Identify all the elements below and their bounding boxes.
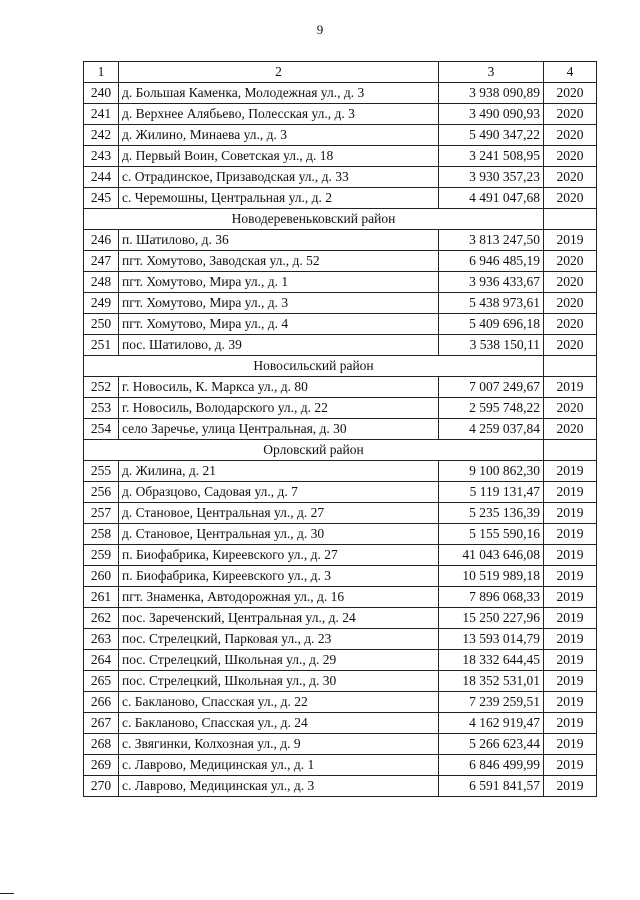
row-address: с. Отрадинское, Призаводская ул., д. 33 (119, 167, 439, 188)
header-cell-address: 2 (119, 62, 439, 83)
row-amount: 15 250 227,96 (439, 608, 544, 629)
row-amount: 6 846 499,99 (439, 755, 544, 776)
table-row (84, 713, 597, 734)
row-address: село Заречье, улица Центральная, д. 30 (119, 419, 439, 440)
row-number: 247 (84, 251, 119, 272)
section-row (84, 356, 597, 377)
row-number: 255 (84, 461, 119, 482)
row-number: 270 (84, 776, 119, 797)
row-year: 2019 (544, 629, 597, 650)
row-amount: 5 490 347,22 (439, 125, 544, 146)
row-number: 259 (84, 545, 119, 566)
row-number: 254 (84, 419, 119, 440)
row-year: 2020 (544, 272, 597, 293)
row-number: 260 (84, 566, 119, 587)
row-address: д. Становое, Центральная ул., д. 30 (119, 524, 439, 545)
row-amount: 5 155 590,16 (439, 524, 544, 545)
table-row (84, 83, 597, 104)
row-amount: 9 100 862,30 (439, 461, 544, 482)
row-address: с. Бакланово, Спасская ул., д. 24 (119, 713, 439, 734)
row-amount: 13 593 014,79 (439, 629, 544, 650)
row-amount: 5 438 973,61 (439, 293, 544, 314)
table-row (84, 692, 597, 713)
section-title: Новодеревеньковский район (84, 209, 544, 230)
table-row (84, 566, 597, 587)
row-year: 2019 (544, 482, 597, 503)
row-amount: 7 896 068,33 (439, 587, 544, 608)
table-row (84, 608, 597, 629)
row-number: 253 (84, 398, 119, 419)
row-year: 2020 (544, 83, 597, 104)
row-year: 2019 (544, 650, 597, 671)
header-cell-year: 4 (544, 62, 597, 83)
row-number: 244 (84, 167, 119, 188)
table-row (84, 524, 597, 545)
row-address: пгт. Хомутово, Мира ул., д. 3 (119, 293, 439, 314)
row-address: п. Шатилово, д. 36 (119, 230, 439, 251)
row-amount: 18 352 531,01 (439, 671, 544, 692)
section-row (84, 440, 597, 461)
row-year: 2019 (544, 587, 597, 608)
row-number: 264 (84, 650, 119, 671)
row-address: д. Жилино, Минаева ул., д. 3 (119, 125, 439, 146)
row-address: г. Новосиль, К. Маркса ул., д. 80 (119, 377, 439, 398)
table-row (84, 314, 597, 335)
row-address: пос. Зареченский, Центральная ул., д. 24 (119, 608, 439, 629)
table-row (84, 251, 597, 272)
row-amount: 10 519 989,18 (439, 566, 544, 587)
row-amount: 6 946 485,19 (439, 251, 544, 272)
row-address: пос. Стрелецкий, Школьная ул., д. 29 (119, 650, 439, 671)
table-row (84, 734, 597, 755)
row-number: 257 (84, 503, 119, 524)
table-row (84, 398, 597, 419)
row-address: п. Биофабрика, Киреевского ул., д. 27 (119, 545, 439, 566)
table-body (84, 62, 597, 797)
table-row (84, 482, 597, 503)
row-number: 261 (84, 587, 119, 608)
row-year: 2019 (544, 566, 597, 587)
row-year: 2019 (544, 230, 597, 251)
row-amount: 5 119 131,47 (439, 482, 544, 503)
table-row (84, 146, 597, 167)
margin-mark (0, 893, 14, 894)
table-row (84, 125, 597, 146)
row-year: 2019 (544, 524, 597, 545)
section-empty-cell (544, 209, 597, 230)
header-cell-amount: 3 (439, 62, 544, 83)
table-row (84, 587, 597, 608)
row-number: 245 (84, 188, 119, 209)
row-address: с. Лаврово, Медицинская ул., д. 1 (119, 755, 439, 776)
header-cell-number: 1 (84, 62, 119, 83)
row-year: 2019 (544, 755, 597, 776)
row-year: 2020 (544, 104, 597, 125)
data-table (83, 61, 597, 797)
row-address: г. Новосиль, Володарского ул., д. 22 (119, 398, 439, 419)
row-number: 249 (84, 293, 119, 314)
table-row (84, 419, 597, 440)
row-year: 2020 (544, 419, 597, 440)
row-year: 2019 (544, 734, 597, 755)
row-number: 251 (84, 335, 119, 356)
row-address: с. Звягинки, Колхозная ул., д. 9 (119, 734, 439, 755)
row-address: д. Верхнее Алябьево, Полесская ул., д. 3 (119, 104, 439, 125)
row-address: пгт. Хомутово, Мира ул., д. 4 (119, 314, 439, 335)
row-number: 252 (84, 377, 119, 398)
row-year: 2020 (544, 251, 597, 272)
row-amount: 7 239 259,51 (439, 692, 544, 713)
table-row (84, 755, 597, 776)
table-row (84, 167, 597, 188)
row-year: 2019 (544, 545, 597, 566)
table-row (84, 671, 597, 692)
table-row (84, 545, 597, 566)
section-row (84, 209, 597, 230)
row-number: 240 (84, 83, 119, 104)
row-address: с. Черемошны, Центральная ул., д. 2 (119, 188, 439, 209)
row-amount: 2 595 748,22 (439, 398, 544, 419)
section-title: Новосильский район (84, 356, 544, 377)
row-address: д. Первый Воин, Советская ул., д. 18 (119, 146, 439, 167)
row-amount: 4 162 919,47 (439, 713, 544, 734)
row-address: пос. Стрелецкий, Парковая ул., д. 23 (119, 629, 439, 650)
row-amount: 4 491 047,68 (439, 188, 544, 209)
table-row (84, 230, 597, 251)
table-row (84, 503, 597, 524)
row-number: 250 (84, 314, 119, 335)
row-address: п. Биофабрика, Киреевского ул., д. 3 (119, 566, 439, 587)
row-year: 2020 (544, 398, 597, 419)
row-year: 2019 (544, 377, 597, 398)
row-year: 2020 (544, 125, 597, 146)
row-address: пгт. Знаменка, Автодорожная ул., д. 16 (119, 587, 439, 608)
row-number: 248 (84, 272, 119, 293)
row-year: 2019 (544, 503, 597, 524)
row-amount: 5 266 623,44 (439, 734, 544, 755)
row-number: 269 (84, 755, 119, 776)
row-amount: 3 930 357,23 (439, 167, 544, 188)
row-number: 266 (84, 692, 119, 713)
table-row (84, 776, 597, 797)
row-amount: 3 490 090,93 (439, 104, 544, 125)
row-number: 258 (84, 524, 119, 545)
row-number: 262 (84, 608, 119, 629)
row-amount: 41 043 646,08 (439, 545, 544, 566)
row-number: 263 (84, 629, 119, 650)
row-address: д. Большая Каменка, Молодежная ул., д. 3 (119, 83, 439, 104)
row-address: пгт. Хомутово, Мира ул., д. 1 (119, 272, 439, 293)
table-row (84, 335, 597, 356)
table-row (84, 650, 597, 671)
table-row (84, 272, 597, 293)
row-number: 256 (84, 482, 119, 503)
row-number: 243 (84, 146, 119, 167)
row-address: пос. Шатилово, д. 39 (119, 335, 439, 356)
row-address: д. Образцово, Садовая ул., д. 7 (119, 482, 439, 503)
table-row (84, 104, 597, 125)
row-number: 268 (84, 734, 119, 755)
row-year: 2020 (544, 335, 597, 356)
section-title: Орловский район (84, 440, 544, 461)
header-row (84, 62, 597, 83)
row-number: 246 (84, 230, 119, 251)
row-year: 2020 (544, 293, 597, 314)
row-address: с. Бакланово, Спасская ул., д. 22 (119, 692, 439, 713)
table-row (84, 629, 597, 650)
row-year: 2020 (544, 314, 597, 335)
row-year: 2019 (544, 713, 597, 734)
row-amount: 5 235 136,39 (439, 503, 544, 524)
row-address: с. Лаврово, Медицинская ул., д. 3 (119, 776, 439, 797)
table-row (84, 293, 597, 314)
table-row (84, 188, 597, 209)
row-year: 2019 (544, 692, 597, 713)
row-amount: 18 332 644,45 (439, 650, 544, 671)
section-empty-cell (544, 356, 597, 377)
row-address: пгт. Хомутово, Заводская ул., д. 52 (119, 251, 439, 272)
row-amount: 7 007 249,67 (439, 377, 544, 398)
row-year: 2020 (544, 188, 597, 209)
table-row (84, 377, 597, 398)
row-amount: 3 938 090,89 (439, 83, 544, 104)
row-number: 267 (84, 713, 119, 734)
row-amount: 3 813 247,50 (439, 230, 544, 251)
row-address: пос. Стрелецкий, Школьная ул., д. 30 (119, 671, 439, 692)
row-amount: 6 591 841,57 (439, 776, 544, 797)
row-year: 2019 (544, 461, 597, 482)
row-year: 2019 (544, 671, 597, 692)
row-amount: 4 259 037,84 (439, 419, 544, 440)
row-year: 2019 (544, 608, 597, 629)
row-address: д. Жилина, д. 21 (119, 461, 439, 482)
table-row (84, 461, 597, 482)
row-number: 242 (84, 125, 119, 146)
section-empty-cell (544, 440, 597, 461)
row-year: 2019 (544, 776, 597, 797)
row-address: д. Становое, Центральная ул., д. 27 (119, 503, 439, 524)
row-year: 2020 (544, 146, 597, 167)
row-amount: 3 538 150,11 (439, 335, 544, 356)
row-number: 265 (84, 671, 119, 692)
row-year: 2020 (544, 167, 597, 188)
row-amount: 5 409 696,18 (439, 314, 544, 335)
row-amount: 3 241 508,95 (439, 146, 544, 167)
row-number: 241 (84, 104, 119, 125)
page-number: 9 (316, 22, 324, 37)
row-amount: 3 936 433,67 (439, 272, 544, 293)
